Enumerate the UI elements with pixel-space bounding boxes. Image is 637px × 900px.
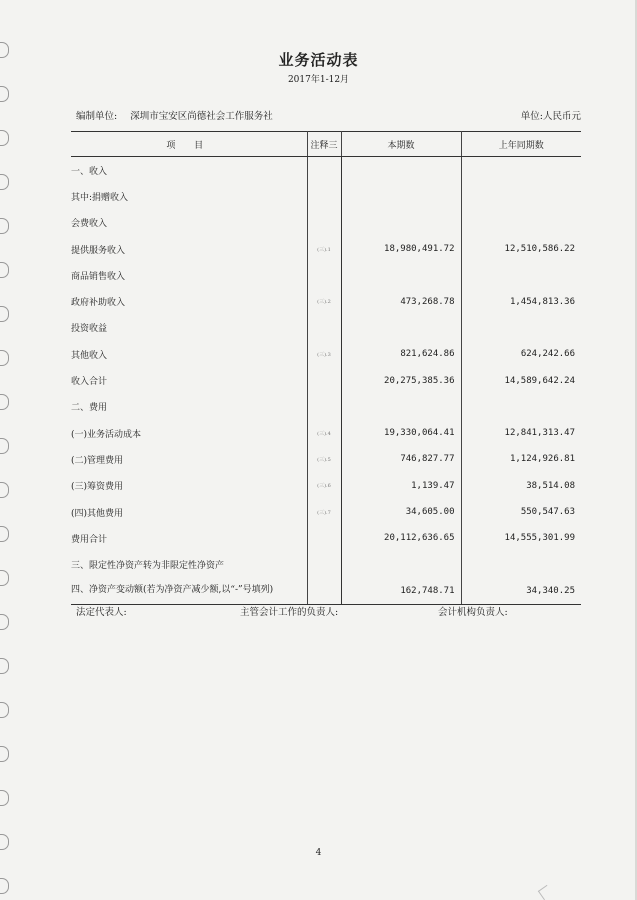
row-note (307, 210, 341, 236)
header-note: 注释三 (307, 132, 341, 157)
binding-ring (0, 746, 9, 762)
report-period: 2017年1-12月 (287, 75, 350, 85)
row-note: (三).7 (307, 499, 341, 525)
binding-ring (0, 394, 9, 410)
accounting-dept-head-label: 会计机构负责人: (438, 607, 508, 618)
org-name: 深圳市宝安区尚德社会工作服务社 (130, 111, 273, 122)
row-item: 费用合计 (71, 525, 307, 551)
row-prior-value (461, 394, 581, 420)
row-note (307, 578, 341, 605)
row-item: 其他收入 (71, 341, 307, 367)
row-current-value (341, 551, 461, 577)
legal-representative-label: 法定代表人: (76, 607, 127, 618)
row-prior-value (461, 183, 581, 209)
row-current-value: 473,268.78 (341, 288, 461, 314)
row-note (307, 157, 341, 184)
binding-ring (0, 614, 9, 630)
unit-value: 人民币元 (542, 111, 581, 122)
page-number: 4 (315, 848, 322, 858)
binding-ring (0, 130, 9, 146)
corner-mark (538, 885, 553, 900)
row-current-value: 20,112,636.65 (341, 525, 461, 551)
row-item: 投资收益 (71, 315, 307, 341)
binding-ring (0, 526, 9, 542)
row-item: 会费收入 (71, 210, 307, 236)
org-label: 编制单位: (76, 111, 118, 122)
org-line (76, 108, 273, 122)
activity-statement-table (71, 131, 581, 605)
row-note (307, 183, 341, 209)
binding-ring (0, 350, 9, 366)
row-item: 三、限定性净资产转为非限定性净资产 (71, 551, 307, 577)
row-current-value: 34,605.00 (341, 499, 461, 525)
table-row (71, 551, 581, 577)
row-note (307, 262, 341, 288)
table-row (71, 473, 581, 499)
binding-ring (0, 306, 9, 322)
row-note (307, 551, 341, 577)
row-note: (三).5 (307, 446, 341, 472)
page-title: 业务活动表 (278, 51, 359, 69)
row-note: (三).3 (307, 341, 341, 367)
binding-holes (0, 0, 16, 900)
table-row (71, 525, 581, 551)
table-row (71, 394, 581, 420)
row-item: 商品销售收入 (71, 262, 307, 288)
row-prior-value: 1,124,926.81 (509, 454, 575, 465)
row-current-value: 18,980,491.72 (341, 236, 461, 262)
row-note: (三).6 (307, 473, 341, 499)
binding-ring (0, 570, 9, 586)
binding-ring (0, 658, 9, 674)
row-item: 提供服务收入 (71, 236, 307, 262)
row-prior-value: 12,510,586.22 (504, 244, 575, 255)
table-row (71, 420, 581, 446)
row-current-value (341, 157, 461, 184)
binding-ring (0, 86, 9, 102)
row-current-value (341, 394, 461, 420)
row-current-value: 162,748.71 (341, 578, 461, 605)
table-row (71, 210, 581, 236)
row-prior-value: 14,589,642.24 (504, 375, 575, 386)
row-item: 二、费用 (71, 394, 307, 420)
unit-line (521, 108, 581, 122)
row-current-value (341, 262, 461, 288)
row-item: 其中:捐赠收入 (71, 183, 307, 209)
row-current-value: 20,275,385.36 (341, 367, 461, 393)
row-prior-value: 34,340.25 (461, 578, 581, 605)
row-prior-value (461, 551, 581, 577)
header-prior: 上年同期数 (461, 132, 581, 157)
unit-label: 单位: (520, 111, 543, 122)
row-item: 四、净资产变动额(若为净资产减少额,以“-”号填列) (71, 578, 307, 605)
table-row (71, 157, 581, 184)
row-note: (三).4 (307, 420, 341, 446)
binding-ring (0, 790, 9, 806)
binding-ring (0, 438, 9, 454)
table-row (71, 499, 581, 525)
row-item: (二)管理费用 (71, 446, 307, 472)
table-row (71, 367, 581, 393)
row-current-value: 821,624.86 (341, 341, 461, 367)
row-item: 政府补助收入 (71, 288, 307, 314)
row-current-value: 19,330,064.41 (341, 420, 461, 446)
row-note (307, 525, 341, 551)
row-prior-value (461, 210, 581, 236)
row-note (307, 315, 341, 341)
row-note: (三).1 (307, 236, 341, 262)
table-row (71, 315, 581, 341)
row-prior-value: 12,841,313.47 (504, 428, 575, 439)
header-item: 项 目 (71, 132, 307, 157)
row-current-value (341, 183, 461, 209)
table-row (71, 446, 581, 472)
table-row (71, 578, 581, 605)
row-note (307, 367, 341, 393)
binding-ring (0, 702, 9, 718)
row-item: (一)业务活动成本 (71, 420, 307, 446)
binding-ring (0, 482, 9, 498)
row-prior-value: 550,547.63 (520, 507, 575, 517)
row-prior-value (461, 157, 581, 184)
binding-ring (0, 218, 9, 234)
row-prior-value (461, 315, 581, 341)
header-current: 本期数 (341, 132, 461, 157)
table-row (71, 183, 581, 209)
binding-ring (0, 878, 9, 894)
row-current-value: 746,827.77 (341, 446, 461, 472)
binding-ring (0, 174, 9, 190)
row-prior-value: 1,454,813.36 (509, 296, 575, 307)
row-current-value: 1,139.47 (341, 473, 461, 499)
table-header-row (71, 132, 581, 157)
table-row (71, 236, 581, 262)
table-row (71, 262, 581, 288)
row-item: (四)其他费用 (71, 499, 307, 525)
row-prior-value: 14,555,301.99 (504, 533, 575, 544)
row-note: (三).2 (307, 288, 341, 314)
row-current-value (341, 210, 461, 236)
row-prior-value: 38,514.08 (526, 480, 575, 491)
row-item: 收入合计 (71, 367, 307, 393)
row-note (307, 394, 341, 420)
row-prior-value: 624,242.66 (520, 349, 575, 360)
row-current-value (341, 315, 461, 341)
table-row (71, 341, 581, 367)
row-prior-value (461, 262, 581, 288)
row-item: 一、收入 (71, 157, 307, 184)
accounting-head-label: 主管会计工作的负责人: (240, 607, 339, 618)
table-row (71, 288, 581, 314)
row-item: (三)筹资费用 (71, 473, 307, 499)
binding-ring (0, 262, 9, 278)
